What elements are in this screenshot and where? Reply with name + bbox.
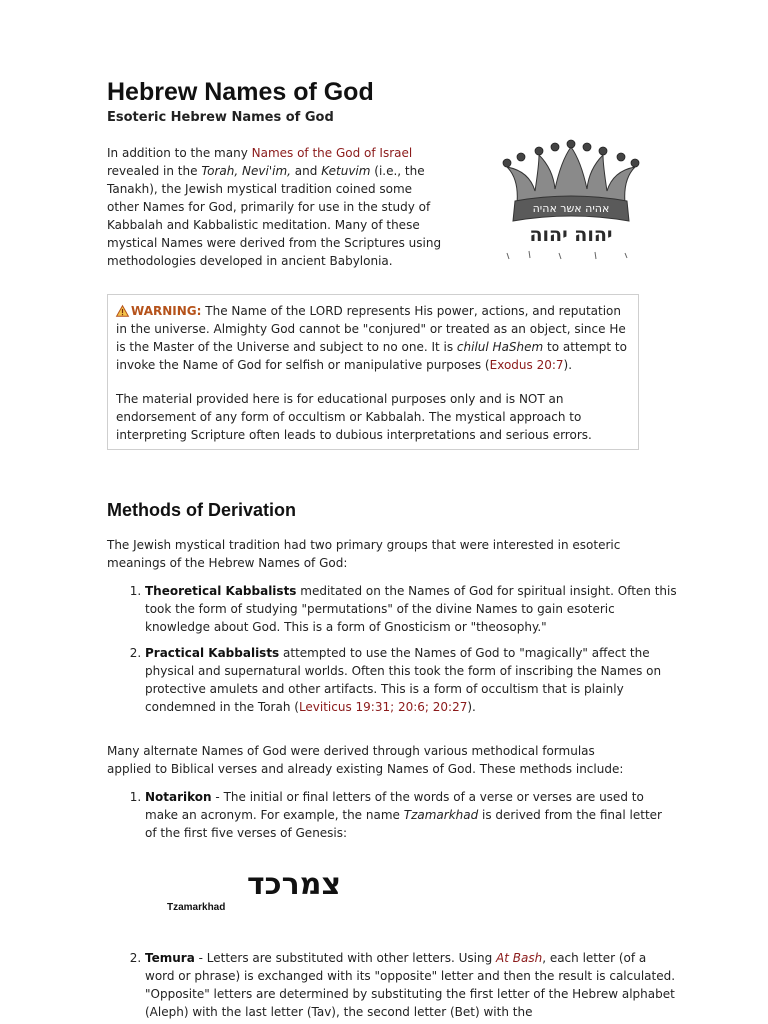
warning-box: [107, 294, 639, 450]
group-text: meditated on the Names of God for spiritual insight. Often this took the form of studying "permutations" of the divine Names to gain esoteric knowledge about God. This is a form of Gnosticism or "theosophy.": [145, 584, 677, 634]
intro-text-4: (i.e., the Tanakh), the Jewish mystical tradition coined some other Names for God, primarily for use in the study of Kabbalah and Kabbalistic meditation. Many of these mystical Names were derived from the Scriptures using methodologies developed in ancient Babylonia.: [107, 164, 442, 268]
group-term: Theoretical Kabbalists: [145, 584, 297, 598]
tzamarkhad-hebrew: צמרכד: [247, 867, 341, 902]
crown-hebrew-line2: יהוה יהוה: [529, 224, 613, 246]
intro-text-2: revealed in the: [107, 164, 202, 178]
section-heading: Methods of Derivation: [107, 500, 297, 520]
method-text-1: - Letters are substituted with other letters. Using: [194, 951, 497, 965]
group-term: Practical Kabbalists: [145, 646, 280, 660]
group-text-end: ).: [467, 700, 476, 714]
warning-paragraph: [116, 302, 630, 374]
method-text-2: is derived from the final letter of the first five verses of Genesis:: [145, 808, 662, 840]
page-title: Hebrew Names of God: [107, 78, 374, 106]
warning-text-3: ).: [563, 358, 573, 372]
methods-intro: Many alternate Names of God were derived through various methodical formulas applied to Biblical verses and already existing Names of God. These methods include:: [107, 744, 624, 776]
disclaimer-paragraph: The material provided here is for educational purposes only and is NOT an endorsement of any form of occultism or Kabbalah. The mystical approach to interpreting Scripture often leads to dubious interpretations and serious errors.: [116, 392, 592, 442]
at-bash-text[interactable]: At Bash: [496, 951, 543, 965]
group-text: attempted to use the Names of God to "magically" affect the physical and supernatural worlds. Often this took the form of inscribing the Names on protective amulets and other artifacts. This is a form of occultism that is plainly condemned in the Torah (: [145, 646, 662, 714]
list-item: [145, 949, 677, 1021]
intro-text-3: and: [290, 164, 322, 178]
method-term: Temura: [145, 951, 195, 965]
method-text-2: , each letter (of a word or phrase) is exchanged with its "opposite" letter and then the result is calculated. "Opposite" letters are determined by substituting the first letter of the Hebrew alphabet (Aleph) with the last letter (Tav), the second letter (Bet) with the: [145, 951, 676, 1019]
tzamarkhad-hebrew-image: [143, 860, 341, 904]
intro-text-1: In addition to the many: [107, 146, 252, 160]
exodus-link[interactable]: Exodus 20:7: [489, 358, 564, 372]
list-item: [145, 644, 677, 716]
ketuvim-term: Ketuvim: [321, 164, 371, 178]
list-item: [145, 582, 677, 636]
warning-icon: [116, 305, 129, 317]
chilul-hashem-term: chilul HaShem: [456, 340, 544, 354]
section-intro: The Jewish mystical tradition had two primary groups that were interested in esoteric meanings of the Hebrew Names of God:: [107, 538, 621, 570]
methods-list-continued: [107, 949, 677, 1021]
tzamarkhad-figure: [143, 860, 341, 916]
torah-term: Torah, Nevi'im,: [201, 164, 291, 178]
figure-caption: Tzamarkhad: [167, 902, 226, 913]
intro-paragraph: [107, 144, 447, 270]
method-text-1: - The initial or final letters of the words of a verse or verses are used to make an acronym. For example, the name: [145, 790, 644, 822]
crown-hebrew-line1: אהיה אשר אהיה: [532, 202, 610, 215]
methods-list: [107, 788, 677, 842]
method-term: Notarikon: [145, 790, 212, 804]
page-subtitle: Esoteric Hebrew Names of God: [107, 110, 334, 125]
names-of-god-link[interactable]: Names of the God of Israel: [251, 146, 413, 160]
warning-text-2: to attempt to invoke the Name of God for selfish or manipulative purposes (: [116, 340, 627, 372]
list-item: [145, 788, 677, 842]
tzamarkhad-term: Tzamarkhad: [403, 808, 479, 822]
warning-text-1: The Name of the LORD represents His power, actions, and reputation in the universe. Almighty God cannot be "conjured" or treated as an object, since He is the Master of the Universe and subject to no one. It is: [116, 304, 626, 354]
leviticus-link[interactable]: Leviticus 19:31; 20:6; 20:27: [298, 700, 468, 714]
groups-list: [107, 582, 677, 716]
warning-label: WARNING:: [131, 304, 202, 318]
crown-image: [499, 141, 644, 263]
at-bash-link[interactable]: [496, 951, 542, 965]
